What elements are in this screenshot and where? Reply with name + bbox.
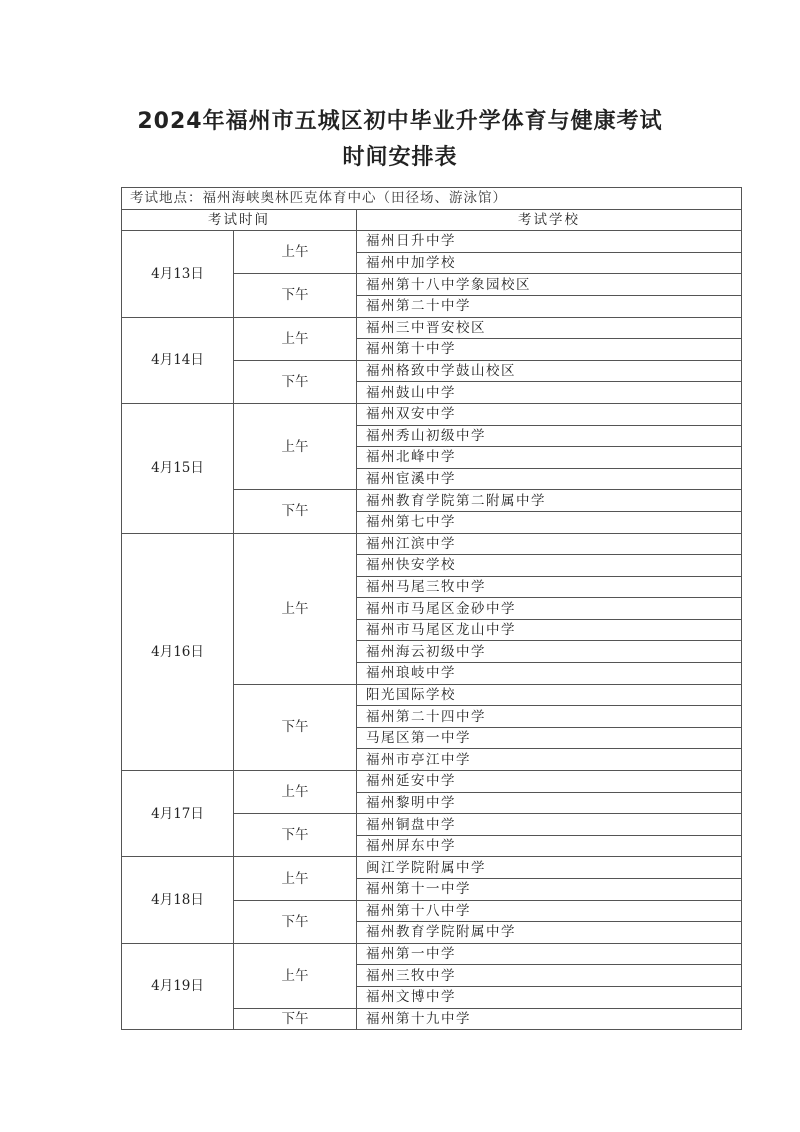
exam-period: 上午 <box>234 317 357 360</box>
school-name: 福州三牧中学 <box>357 965 742 987</box>
school-name: 福州海云初级中学 <box>357 641 742 663</box>
school-name: 福州第二十中学 <box>357 295 742 317</box>
exam-period: 下午 <box>234 900 357 943</box>
page-subtitle: 时间安排表 <box>342 145 458 170</box>
schedule-body <box>122 188 742 1030</box>
exam-period: 上午 <box>234 771 357 814</box>
school-name: 福州第十中学 <box>357 339 742 361</box>
school-name: 福州延安中学 <box>357 771 742 793</box>
school-name: 福州市马尾区金砂中学 <box>357 598 742 620</box>
school-name: 福州第二十四中学 <box>357 706 742 728</box>
exam-period: 下午 <box>234 684 357 770</box>
school-name: 福州中加学校 <box>357 252 742 274</box>
table-row <box>122 771 742 793</box>
exam-date: 4月13日 <box>122 231 234 317</box>
school-name: 福州市马尾区龙山中学 <box>357 619 742 641</box>
school-name: 福州文博中学 <box>357 986 742 1008</box>
school-name: 福州第一中学 <box>357 943 742 965</box>
exam-period: 下午 <box>234 490 357 533</box>
school-name: 阳光国际学校 <box>357 684 742 706</box>
school-name: 福州黎明中学 <box>357 792 742 814</box>
table-row <box>122 403 742 425</box>
exam-period: 下午 <box>234 814 357 857</box>
school-name: 福州马尾三牧中学 <box>357 576 742 598</box>
exam-period: 上午 <box>234 533 357 684</box>
school-name: 福州第十八中学 <box>357 900 742 922</box>
school-name: 福州琅岐中学 <box>357 663 742 685</box>
location-row <box>122 188 742 210</box>
exam-date: 4月16日 <box>122 533 234 771</box>
table-row <box>122 533 742 555</box>
school-name: 福州屏东中学 <box>357 835 742 857</box>
exam-period: 下午 <box>234 360 357 403</box>
school-name: 马尾区第一中学 <box>357 727 742 749</box>
school-name: 福州铜盘中学 <box>357 814 742 836</box>
exam-date: 4月15日 <box>122 403 234 533</box>
exam-period: 下午 <box>234 1008 357 1030</box>
exam-date: 4月14日 <box>122 317 234 403</box>
exam-date: 4月19日 <box>122 943 234 1029</box>
exam-period: 下午 <box>234 274 357 317</box>
school-name: 福州格致中学鼓山校区 <box>357 360 742 382</box>
school-name: 福州第十九中学 <box>357 1008 742 1030</box>
school-name: 福州三中晋安校区 <box>357 317 742 339</box>
header-row <box>122 209 742 231</box>
school-name: 福州鼓山中学 <box>357 382 742 404</box>
school-name: 福州第七中学 <box>357 511 742 533</box>
school-name: 福州日升中学 <box>357 231 742 253</box>
school-name: 福州教育学院第二附属中学 <box>357 490 742 512</box>
schedule-table <box>121 187 742 1030</box>
header-exam-time: 考试时间 <box>122 209 357 231</box>
exam-period: 上午 <box>234 231 357 274</box>
school-name: 福州第十一中学 <box>357 879 742 901</box>
page-title: 2024年福州市五城区初中毕业升学体育与健康考试 <box>137 109 663 134</box>
header-exam-school: 考试学校 <box>357 209 742 231</box>
table-row <box>122 943 742 965</box>
table-row <box>122 231 742 253</box>
exam-location: 考试地点：福州海峡奥林匹克体育中心（田径场、游泳馆） <box>122 188 742 210</box>
school-name: 福州秀山初级中学 <box>357 425 742 447</box>
school-name: 闽江学院附属中学 <box>357 857 742 879</box>
exam-date: 4月17日 <box>122 771 234 857</box>
school-name: 福州宦溪中学 <box>357 468 742 490</box>
school-name: 福州江滨中学 <box>357 533 742 555</box>
exam-period: 上午 <box>234 943 357 1008</box>
exam-period: 上午 <box>234 403 357 489</box>
school-name: 福州北峰中学 <box>357 447 742 469</box>
school-name: 福州教育学院附属中学 <box>357 922 742 944</box>
school-name: 福州双安中学 <box>357 403 742 425</box>
school-name: 福州第十八中学象园校区 <box>357 274 742 296</box>
school-name: 福州快安学校 <box>357 555 742 577</box>
table-row <box>122 857 742 879</box>
school-name: 福州市亭江中学 <box>357 749 742 771</box>
exam-period: 上午 <box>234 857 357 900</box>
table-row <box>122 317 742 339</box>
exam-date: 4月18日 <box>122 857 234 943</box>
